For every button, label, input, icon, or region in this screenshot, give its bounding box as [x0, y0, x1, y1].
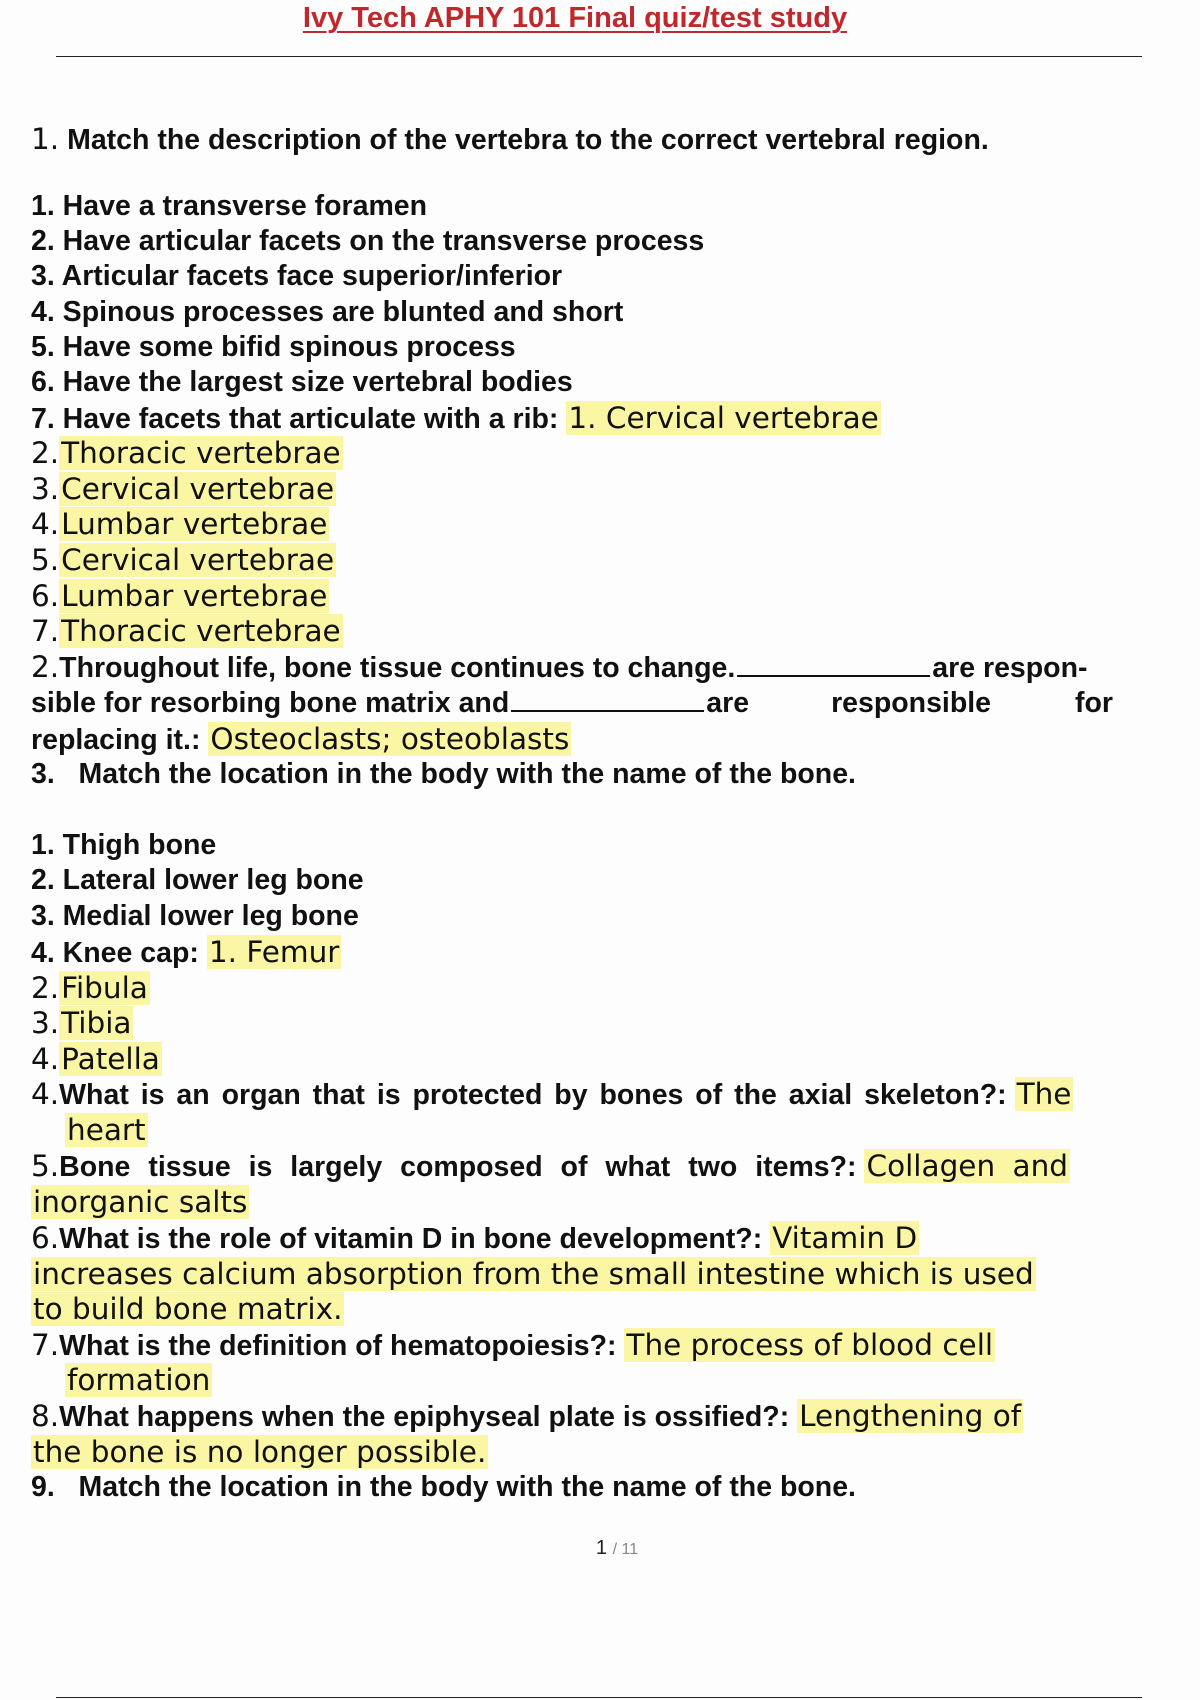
- question-prompt: Match the description of the vertebra to the correct vertebral region.: [67, 124, 989, 156]
- question-6: [31, 1220, 919, 1257]
- question-text: Throughout life, bone tissue continues to change.: [59, 652, 736, 684]
- fill-in-blank: [737, 653, 930, 677]
- answer-line: [31, 970, 150, 1007]
- list-item: 5. Have some bifid spinous process: [31, 331, 516, 363]
- question-prompt: Match the location in the body with the name of the bone.: [78, 758, 856, 790]
- question-1: [31, 121, 989, 158]
- answer-line: [31, 578, 329, 615]
- page-indicator: [0, 1537, 1200, 1560]
- page-total: / 11: [612, 1541, 639, 1558]
- question-2-line-3: [31, 721, 571, 758]
- question-8-line-2: [31, 1434, 488, 1471]
- answer-line: [31, 613, 343, 650]
- question-number: 3.: [31, 758, 55, 790]
- item-text: 4. Knee cap:: [31, 937, 199, 969]
- document-title: Ivy Tech APHY 101 Final quiz/test study: [302, 2, 848, 34]
- page-current: 1: [595, 1537, 608, 1559]
- header-rule: [56, 56, 1142, 57]
- answer-highlight: inorganic salts: [33, 1185, 248, 1219]
- answer-highlight: Tibia: [61, 1006, 132, 1040]
- answer-highlight: formation: [67, 1363, 211, 1397]
- question-text: responsible: [831, 687, 992, 719]
- answer-number: 7.: [31, 614, 60, 648]
- answer-highlight: Fibula: [61, 971, 148, 1005]
- answer-line: [31, 506, 329, 543]
- answer-highlight: Cervical vertebrae: [61, 472, 335, 506]
- question-6-line-3: [31, 1291, 344, 1328]
- answer-number: 3.: [31, 1006, 60, 1040]
- question-prompt: What happens when the epiphyseal plate is ossified?:: [59, 1401, 790, 1433]
- list-item: 1. Have a transverse foramen: [31, 190, 428, 222]
- question-number: 7.: [31, 1328, 60, 1362]
- list-item: 2. Have articular facets on the transverse process: [31, 225, 705, 257]
- answer-highlight: Patella: [61, 1042, 160, 1076]
- question-5-line-2: [31, 1184, 249, 1221]
- fill-in-blank: [511, 688, 704, 712]
- question-2-line-2: [31, 685, 1113, 721]
- question-prompt: What is the role of vitamin D in bone development?:: [59, 1223, 763, 1255]
- answer-line: [31, 471, 336, 508]
- question-text: replacing it.:: [31, 724, 201, 756]
- answer-number: 3.: [31, 472, 60, 506]
- list-item: [31, 934, 341, 971]
- question-number: 8.: [31, 1399, 60, 1433]
- answer-highlight: the bone is no longer possible.: [33, 1435, 487, 1469]
- answer-highlight: Vitamin D: [772, 1221, 918, 1255]
- answer-number: 2.: [31, 971, 60, 1005]
- answer-highlight: to build bone matrix.: [33, 1292, 343, 1326]
- answer-highlight: Cervical vertebrae: [61, 543, 335, 577]
- question-text: are: [706, 687, 750, 719]
- item-text: 7. Have facets that articulate with a rib:: [31, 403, 559, 435]
- question-9: [31, 1469, 856, 1505]
- answer-line: [31, 435, 343, 472]
- answer-highlight: Lumbar vertebrae: [61, 507, 328, 541]
- answer-highlight: 1. Femur: [208, 935, 340, 969]
- question-prompt: Match the location in the body with the name of the bone.: [78, 1471, 856, 1503]
- answer-number: 2.: [31, 436, 60, 470]
- question-prompt: What is the definition of hematopoiesis?:: [59, 1330, 617, 1362]
- question-text: sible for resorbing bone matrix and: [31, 687, 510, 719]
- answer-number: 4.: [31, 507, 60, 541]
- question-prompt: What is an organ that is protected by bones of the axial skeleton?:: [59, 1079, 1007, 1111]
- question-number: 6.: [31, 1221, 60, 1255]
- answer-highlight: Thoracic vertebrae: [61, 436, 341, 470]
- question-number: 2.: [31, 650, 60, 684]
- question-6-line-2: [31, 1256, 1036, 1293]
- question-number: 1.: [31, 122, 60, 156]
- list-item: 3. Articular facets face superior/inferior: [31, 260, 563, 292]
- list-item: 1. Thigh bone: [31, 829, 217, 861]
- question-4: [31, 1076, 1073, 1113]
- question-text: are respon-: [932, 652, 1088, 684]
- question-number: 4.: [31, 1077, 60, 1111]
- list-item: 3. Medial lower leg bone: [31, 900, 359, 932]
- answer-highlight: 1. Cervical vertebrae: [568, 401, 879, 435]
- list-item: 4. Spinous processes are blunted and short: [31, 296, 624, 328]
- answer-highlight: Collagen and: [866, 1149, 1069, 1183]
- answer-highlight: The: [1016, 1077, 1072, 1111]
- answer-number: 6.: [31, 579, 60, 613]
- question-5: [31, 1148, 1070, 1185]
- list-item: [31, 400, 881, 437]
- question-text: for: [1075, 687, 1114, 719]
- question-number: 5.: [31, 1149, 60, 1183]
- question-2: [31, 649, 1088, 686]
- question-7-line-2: [65, 1362, 212, 1399]
- question-8: [31, 1398, 1023, 1435]
- answer-highlight: Lengthening of: [799, 1399, 1022, 1433]
- footer-rule: [56, 1697, 1142, 1698]
- answer-line: [31, 1041, 162, 1078]
- answer-highlight: heart: [67, 1113, 146, 1147]
- question-4-line-2: [65, 1112, 148, 1149]
- answer-highlight: Osteoclasts; osteoblasts: [210, 722, 570, 756]
- answer-number: 4.: [31, 1042, 60, 1076]
- answer-highlight: Thoracic vertebrae: [61, 614, 341, 648]
- answer-highlight: Lumbar vertebrae: [61, 579, 328, 613]
- answer-highlight: increases calcium absorption from the small intestine which is used: [33, 1257, 1034, 1291]
- question-number: 9.: [31, 1471, 55, 1503]
- answer-line: [31, 1005, 133, 1042]
- question-7: [31, 1327, 995, 1364]
- question-3: [31, 756, 856, 792]
- answer-number: 5.: [31, 543, 60, 577]
- answer-line: [31, 542, 336, 579]
- list-item: 6. Have the largest size vertebral bodies: [31, 366, 573, 398]
- question-prompt: Bone tissue is largely composed of what two items?:: [59, 1151, 857, 1183]
- answer-highlight: The process of blood cell: [626, 1328, 994, 1362]
- list-item: 2. Lateral lower leg bone: [31, 864, 364, 896]
